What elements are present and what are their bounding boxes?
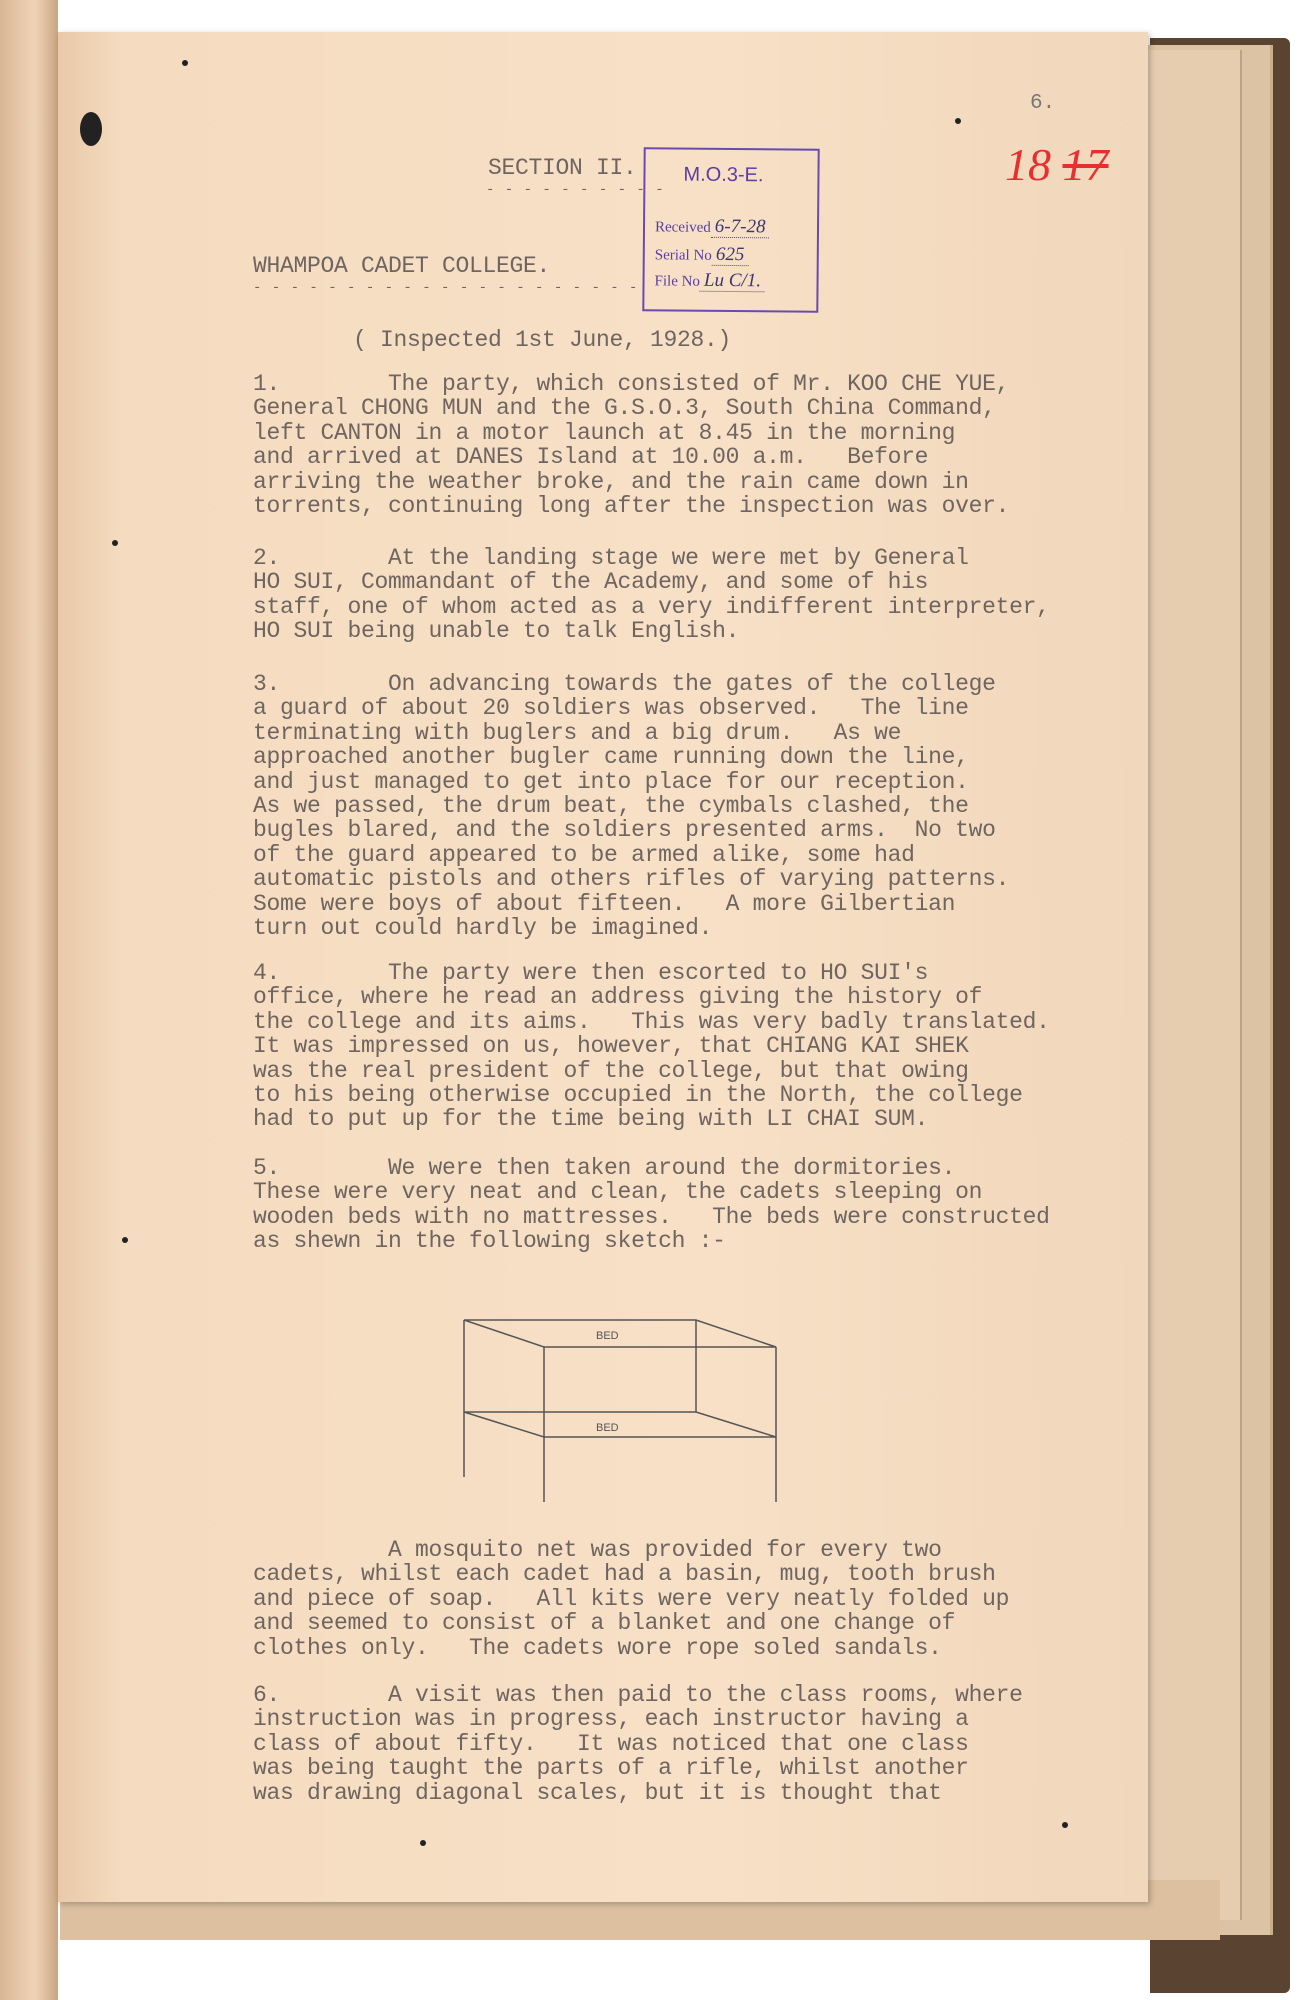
paragraph-line: office, where he read an address giving the history of xyxy=(253,984,983,1011)
file-label: File No xyxy=(654,273,701,290)
page-number: 6. xyxy=(1030,92,1056,115)
paragraph-line: 3. On advancing towards the gates of the college xyxy=(253,671,996,697)
paragraph-line: was drawing diagonal scales, but it is thought that xyxy=(253,1779,942,1806)
paragraph-line: HO SUI, Commandant of the Academy, and some of his xyxy=(253,569,929,596)
paragraph-line: cadets, whilst each cadet had a basin, mug, tooth brush xyxy=(253,1561,996,1588)
bed-label-bottom: BED xyxy=(596,1422,619,1434)
paragraph-line: a guard of about 20 soldiers was observed. The line xyxy=(253,695,969,722)
paragraph-line: and piece of soap. All kits were very neatly folded up xyxy=(253,1585,1010,1612)
ink-speck xyxy=(182,60,188,66)
inspection-date: ( Inspected 1st June, 1928.) xyxy=(353,327,732,353)
paragraph-line: 2. At the landing stage we were met by General xyxy=(253,545,969,571)
punch-hole xyxy=(80,112,102,146)
bed-sketch xyxy=(456,1317,786,1502)
paragraph-line: automatic pistols and others rifles of varying patterns. xyxy=(253,866,1010,893)
paragraph-line: class of about fifty. It was noticed that one class xyxy=(253,1730,969,1757)
paragraph-line: 1. The party, which consisted of Mr. KOO CHE YUE, xyxy=(253,371,1010,397)
section-underline: - - - - - - - - - - xyxy=(486,182,665,198)
paragraph-line: staff, one of whom acted as a very indifferent interpreter, xyxy=(253,593,1050,620)
paragraph-line: wooden beds with no mattresses. The beds were constructed xyxy=(253,1203,1050,1230)
paragraph-line: to his being otherwise occupied in the North, the college xyxy=(253,1082,1023,1108)
paragraph-line: and arrived at DANES Island at 10.00 a.m. Before xyxy=(253,444,929,471)
paragraph-line: arriving the weather broke, and the rain came down in xyxy=(253,468,969,495)
folio-new: 18 xyxy=(1005,139,1051,190)
ink-speck xyxy=(1062,1822,1068,1828)
paragraph-line: as shewn in the following sketch :- xyxy=(253,1228,726,1255)
paragraph-line: HO SUI being unable to talk English. xyxy=(253,618,740,645)
paragraph-line: terminating with buglers and a big drum. As we xyxy=(253,719,902,746)
paragraph-line: left CANTON in a motor launch at 8.45 in the morning xyxy=(253,419,956,446)
ink-speck xyxy=(112,540,118,546)
paragraph-line: 4. The party were then escorted to HO SUI's xyxy=(253,960,929,986)
paragraph-line: General CHONG MUN and the G.S.O.3, South China Command, xyxy=(253,395,996,422)
bed-bottom-frame xyxy=(464,1412,776,1437)
section-heading: SECTION II. xyxy=(488,155,637,181)
paragraph-line: approached another bugler came running down the line, xyxy=(253,744,969,771)
paragraph-line: was being taught the parts of a rifle, whilst another xyxy=(253,1755,969,1782)
paragraph-line: instruction was in progress, each instructor having a xyxy=(253,1706,969,1733)
file-value: Lu C/1. xyxy=(700,270,765,293)
paragraph-line: clothes only. The cadets wore rope soled sandals. xyxy=(253,1634,942,1661)
paragraph-line: and just managed to get into place for our reception. xyxy=(253,768,969,795)
paragraph-line: the college and its aims. This was very badly translated. xyxy=(253,1008,1050,1035)
paragraph-line: turn out could hardly be imagined. xyxy=(253,915,713,941)
title-underline: - - - - - - - - - - - - - - - - - - - - - xyxy=(253,280,639,296)
left-page-edge xyxy=(0,0,58,2000)
paragraph-line: had to put up for the time being with LI CHAI SUM. xyxy=(253,1106,929,1133)
paragraph-line: and seemed to consist of a blanket and one change of xyxy=(253,1610,956,1637)
bed-top-frame xyxy=(464,1320,776,1347)
ink-speck xyxy=(955,118,961,124)
folio-struck: 17 xyxy=(1062,139,1109,190)
ink-speck xyxy=(122,1237,128,1243)
paragraph-line: was the real president of the college, but that owing xyxy=(253,1057,969,1084)
serial-value: 625 xyxy=(712,244,749,266)
document-title: WHAMPOA CADET COLLEGE. xyxy=(253,253,551,279)
paragraph-line: torrents, continuing long after the inspection was over. xyxy=(253,493,1010,519)
paragraph-line: 5. We were then taken around the dormitories. xyxy=(253,1155,956,1181)
received-stamp xyxy=(642,147,819,313)
paragraph-line: A mosquito net was provided for every two xyxy=(253,1537,942,1563)
red-folio-annotation xyxy=(1005,138,1109,191)
paragraph-line: These were very neat and clean, the cadets sleeping on xyxy=(253,1179,983,1206)
paragraph-line: It was impressed on us, however, that CHIANG KAI SHEK xyxy=(253,1033,969,1060)
paragraph-line: As we passed, the drum beat, the cymbals clashed, the xyxy=(253,793,969,819)
received-value: 6-7-28 xyxy=(711,216,770,239)
paragraph-line: Some were boys of about fifteen. A more Gilbertian xyxy=(253,890,956,917)
ink-speck xyxy=(420,1840,426,1846)
bed-label-top: BED xyxy=(596,1330,619,1342)
serial-label: Serial No xyxy=(654,247,712,264)
paragraph-line: of the guard appeared to be armed alike, some had xyxy=(253,841,915,868)
paragraph-line: 6. A visit was then paid to the class rooms, where xyxy=(253,1682,1023,1708)
paragraph-line: bugles blared, and the soldiers presented arms. No two xyxy=(253,817,996,844)
received-label: Received xyxy=(654,219,711,236)
stamp-office: M.O.3-E. xyxy=(683,163,764,187)
